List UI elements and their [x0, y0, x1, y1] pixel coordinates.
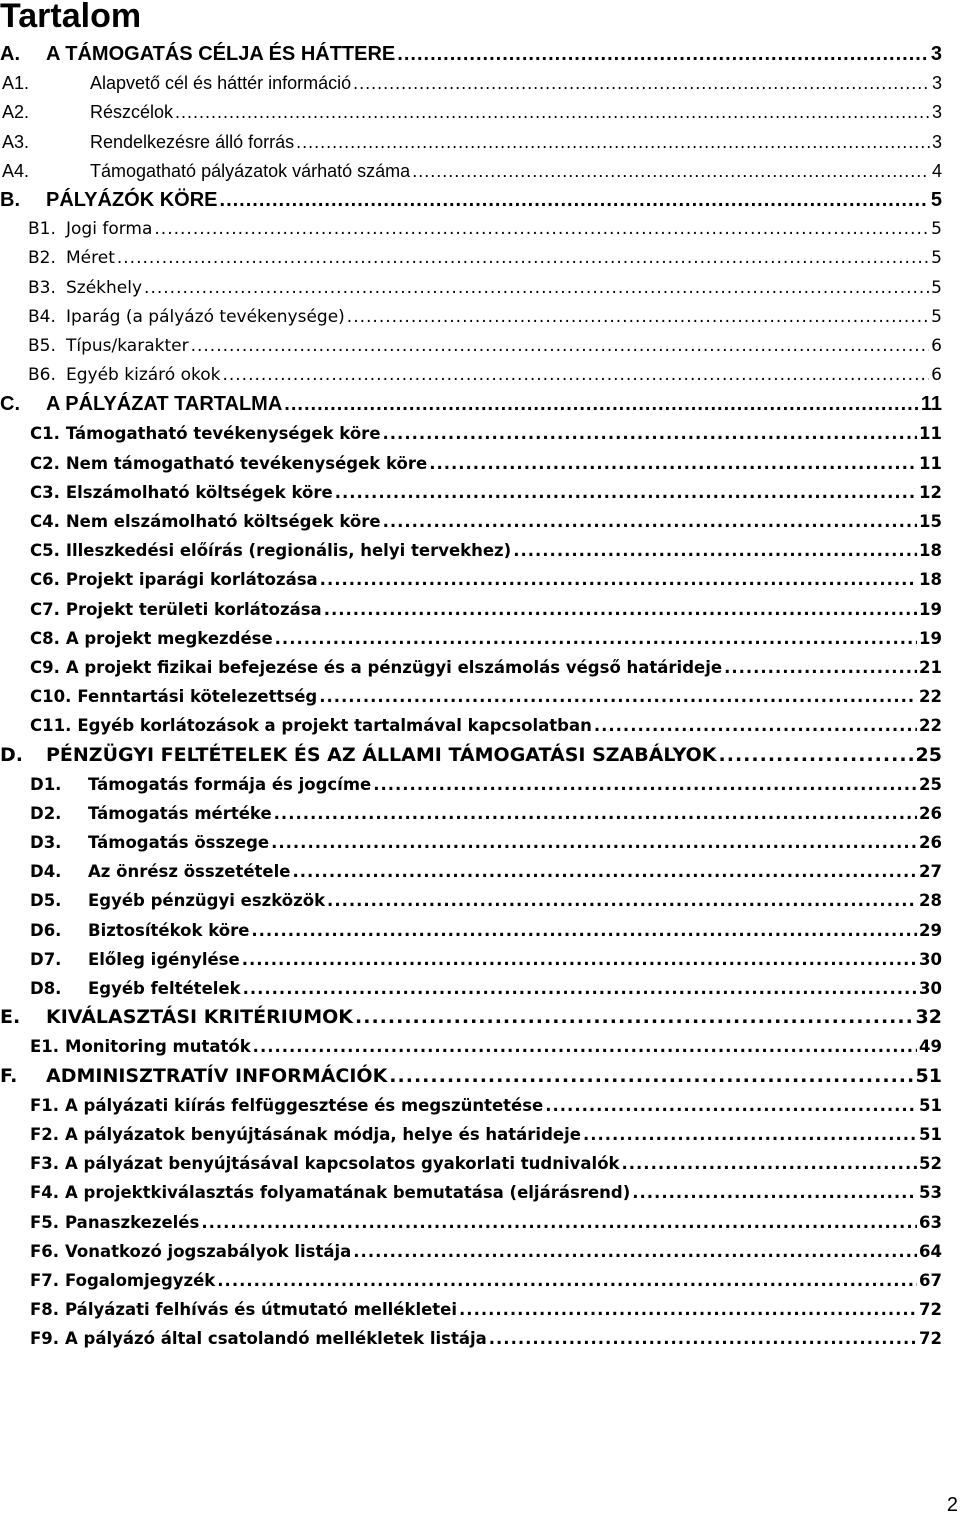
- toc-leader-dots: [412, 162, 930, 180]
- toc-title: A pályázatok benyújtásának módja, helye és határideje: [65, 1124, 581, 1144]
- toc-title: Panaszkezelés: [65, 1212, 200, 1232]
- toc-code: D2.: [30, 803, 62, 823]
- toc-page-number: 22: [919, 716, 942, 736]
- toc-code: C9.: [30, 657, 60, 677]
- toc-entry-c5[interactable]: [0, 536, 942, 565]
- toc-title: Egyéb korlátozások a projekt tartalmával kapcsolatban: [77, 716, 592, 736]
- toc-entry-d8[interactable]: [0, 974, 942, 1003]
- toc-leader-dots: [324, 602, 917, 619]
- toc-leader-dots: [383, 514, 917, 531]
- toc-entry-c8[interactable]: [0, 624, 942, 653]
- toc-title: A pályázati kiírás felfüggesztése és megszüntetése: [65, 1095, 544, 1115]
- toc-page-number: 21: [919, 657, 942, 677]
- toc-leader-dots: [319, 689, 917, 706]
- toc-title: Nem elszámolható költségek köre: [65, 512, 381, 531]
- toc-leader-dots: [459, 1302, 917, 1319]
- toc-page-number: 19: [919, 599, 942, 619]
- toc-page-number: 12: [919, 482, 942, 502]
- toc-page-number: 52: [919, 1154, 942, 1174]
- toc-title: Támogatható pályázatok várható száma: [90, 160, 411, 181]
- toc-entry-c9[interactable]: [0, 653, 942, 682]
- toc-page-number: 30: [919, 979, 942, 998]
- toc-page-number: 72: [919, 1329, 942, 1349]
- toc-code: B.: [0, 188, 20, 211]
- toc-entry-b2[interactable]: [0, 244, 942, 273]
- toc-title: PÉNZÜGYI FELTÉTELEK ÉS AZ ÁLLAMI TÁMOGATÁSI SZABÁLYOK: [46, 743, 717, 766]
- toc-leader-dots: [389, 1067, 913, 1086]
- toc-leader-dots: [284, 394, 919, 414]
- toc-entry-f4[interactable]: [0, 1178, 942, 1207]
- toc-title: Egyéb kizáró okok: [66, 365, 221, 386]
- page-title: Tartalom: [0, 0, 142, 35]
- toc-code: E1.: [30, 1037, 60, 1057]
- toc-entry-c1[interactable]: [0, 419, 942, 448]
- toc-title: Székhely: [66, 277, 143, 298]
- toc-code: F3.: [30, 1154, 60, 1174]
- toc-code: C7.: [30, 599, 60, 619]
- toc-entry-a3[interactable]: [0, 128, 942, 157]
- toc-page-number: 11: [919, 424, 942, 444]
- toc-leader-dots: [355, 1008, 914, 1027]
- toc-title: A projektkiválasztás folyamatának bemutatása (eljárásrend): [65, 1183, 631, 1203]
- toc-title: Jogi forma: [66, 219, 153, 240]
- toc-leader-dots: [429, 456, 917, 473]
- toc-title: Fenntartási kötelezettség: [77, 687, 318, 707]
- toc-title: Fogalomjegyzék: [65, 1270, 216, 1290]
- toc-entry-d5[interactable]: [0, 886, 942, 915]
- toc-code: C4.: [30, 512, 60, 531]
- toc-code: C8.: [30, 628, 60, 648]
- toc-entry-a4[interactable]: [0, 157, 942, 186]
- toc-code: B4.: [28, 306, 56, 327]
- toc-leader-dots: [144, 280, 929, 297]
- toc-code: D7.: [30, 949, 62, 969]
- toc-leader-dots: [327, 893, 917, 910]
- toc-title: Rendelkezésre álló forrás: [90, 131, 295, 152]
- toc-page-number: 67: [919, 1270, 942, 1290]
- toc-page-number: 5: [931, 306, 942, 327]
- toc-entry-d3[interactable]: [0, 828, 942, 857]
- toc-leader-dots: [296, 133, 930, 151]
- toc-leader-dots: [220, 190, 929, 210]
- toc-leader-dots: [175, 103, 930, 121]
- toc-entry-f3[interactable]: [0, 1149, 942, 1178]
- toc-entry-d7[interactable]: [0, 945, 942, 974]
- toc-page-number: 19: [919, 628, 942, 648]
- toc-page-number: 5: [930, 188, 942, 211]
- toc-entry-d4[interactable]: [0, 857, 942, 886]
- toc-title: Támogatás mértéke: [88, 803, 272, 823]
- toc-leader-dots: [292, 864, 917, 881]
- toc-leader-dots: [251, 923, 917, 940]
- toc-title: Projekt területi korlátozása: [65, 599, 322, 619]
- toc-title: A pályázat benyújtásával kapcsolatos gyakorlati tudnivalók: [65, 1154, 620, 1174]
- toc-page-number: 4: [931, 160, 942, 181]
- toc-page-number: 28: [919, 891, 942, 911]
- toc-entry-c[interactable]: [0, 390, 942, 419]
- toc-title: Előleg igénylése: [88, 949, 240, 969]
- page-number: 2: [946, 1494, 958, 1516]
- toc-code: F2.: [30, 1124, 60, 1144]
- toc-leader-dots: [335, 485, 917, 502]
- toc-title: Biztosítékok köre: [88, 920, 250, 940]
- toc-code: D6.: [30, 920, 62, 940]
- toc-title: Egyéb pénzügyi eszközök: [88, 891, 326, 911]
- toc-entry-b[interactable]: [0, 186, 942, 215]
- toc-entry-f5[interactable]: [0, 1208, 942, 1237]
- toc-leader-dots: [545, 1098, 917, 1115]
- toc-entry-c10[interactable]: [0, 682, 942, 711]
- toc-entry-b6[interactable]: [0, 361, 942, 390]
- toc-leader-dots: [724, 660, 917, 677]
- toc-leader-dots: [383, 426, 918, 443]
- toc-title: A TÁMOGATÁS CÉLJA ÉS HÁTTERE: [46, 43, 396, 65]
- toc-leader-dots: [513, 543, 917, 560]
- toc-title: Pályázati felhívás és útmutató mellékletei: [65, 1300, 458, 1320]
- toc-leader-dots: [242, 952, 917, 969]
- toc-leader-dots: [347, 309, 929, 326]
- toc-leader-dots: [243, 981, 917, 998]
- toc-entry-f7[interactable]: [0, 1266, 942, 1295]
- toc-title: A projekt megkezdése: [65, 628, 273, 648]
- toc-leader-dots: [632, 1185, 917, 1202]
- toc-leader-dots: [253, 1039, 917, 1056]
- toc-page-number: 51: [915, 1064, 942, 1087]
- toc-title: Támogatás formája és jogcíme: [88, 774, 372, 794]
- toc-entry-d6[interactable]: [0, 916, 942, 945]
- toc-page-number: 51: [919, 1095, 942, 1115]
- toc-entry-f2[interactable]: [0, 1120, 942, 1149]
- toc-code: D1.: [30, 774, 62, 794]
- toc-page-number: 72: [919, 1300, 942, 1320]
- toc-entry-c7[interactable]: [0, 595, 942, 624]
- toc-page-number: 26: [919, 803, 942, 823]
- toc-title: Az önrész összetétele: [88, 862, 291, 882]
- toc-title: Projekt iparági korlátozása: [65, 570, 318, 590]
- toc-entry-d[interactable]: [0, 741, 942, 770]
- toc-title: Alapvető cél és háttér információ: [90, 73, 352, 94]
- toc-entry-b5[interactable]: [0, 332, 942, 361]
- toc-entry-e1[interactable]: [0, 1032, 942, 1061]
- toc-entry-b1[interactable]: [0, 215, 942, 244]
- toc-code: B6.: [28, 365, 56, 386]
- toc-page-number: 3: [930, 43, 942, 65]
- toc-title: Méret: [66, 248, 115, 269]
- toc-code: A3.: [2, 131, 30, 152]
- toc-entry-b4[interactable]: [0, 303, 942, 332]
- toc-code: C1.: [30, 424, 60, 444]
- toc-page-number: 3: [931, 131, 942, 152]
- toc-title: Nem támogatható tevékenységek köre: [65, 453, 428, 473]
- toc-title: A PÁLYÁZAT TARTALMA: [46, 393, 283, 416]
- toc-code: D.: [0, 743, 23, 766]
- toc-leader-dots: [622, 1156, 918, 1173]
- toc-title: Részcélok: [90, 102, 174, 123]
- toc-leader-dots: [353, 1244, 917, 1261]
- toc-page-number: 32: [915, 1006, 942, 1029]
- toc-leader-dots: [201, 1215, 917, 1232]
- toc-code: F1.: [30, 1095, 60, 1115]
- toc-code: F9.: [30, 1329, 60, 1349]
- toc-code: B1.: [28, 219, 56, 240]
- toc-leader-dots: [719, 746, 914, 765]
- toc-leader-dots: [274, 806, 917, 823]
- toc-entry-c4[interactable]: [0, 507, 942, 536]
- toc-page-number: 6: [931, 365, 942, 386]
- toc-code: C5.: [30, 541, 60, 561]
- toc-entry-c6[interactable]: [0, 565, 942, 594]
- toc-leader-dots: [191, 338, 930, 355]
- toc-page-number: 26: [919, 833, 942, 853]
- toc-title: KIVÁLASZTÁSI KRITÉRIUMOK: [46, 1006, 354, 1029]
- toc-code: F7.: [30, 1270, 60, 1290]
- toc-code: D8.: [30, 979, 62, 998]
- toc-code: F4.: [30, 1183, 60, 1203]
- toc-entry-d2[interactable]: [0, 799, 942, 828]
- toc-title: Támogatás összege: [88, 833, 270, 853]
- toc-code: F.: [0, 1064, 18, 1087]
- toc-leader-dots: [271, 835, 917, 852]
- toc-title: A projekt fizikai befejezése és a pénzügyi elszámolás végső határideje: [65, 657, 723, 677]
- toc-page-number: 11: [919, 453, 942, 473]
- toc-title: Támogatható tevékenységek köre: [65, 424, 381, 444]
- toc-entry-a2[interactable]: [0, 98, 942, 127]
- toc-page-number: 25: [919, 774, 942, 794]
- toc-page-number: 22: [919, 687, 942, 707]
- toc-page-number: 18: [919, 541, 942, 561]
- toc-page-number: 51: [919, 1124, 942, 1144]
- toc-leader-dots: [154, 221, 929, 238]
- toc-page-number: 64: [919, 1241, 942, 1261]
- toc-entry-f9[interactable]: [0, 1324, 942, 1353]
- toc-leader-dots: [117, 250, 929, 267]
- toc-code: B2.: [28, 248, 56, 269]
- toc-page-number: 18: [919, 570, 942, 590]
- toc-code: C3.: [30, 482, 60, 502]
- toc-code: F8.: [30, 1300, 60, 1320]
- toc-page-number: 5: [931, 219, 942, 240]
- toc-code: C6.: [30, 570, 60, 590]
- toc-page-number: 5: [931, 248, 942, 269]
- toc-title: Vonatkozó jogszabályok listája: [65, 1241, 352, 1261]
- toc-title: Iparág (a pályázó tevékenysége): [66, 306, 345, 327]
- toc-entry-c11[interactable]: [0, 711, 942, 740]
- toc-code: C.: [0, 393, 20, 416]
- toc-entry-f8[interactable]: [0, 1295, 942, 1324]
- toc-leader-dots: [222, 367, 929, 384]
- toc-code: C11.: [30, 716, 72, 736]
- toc-entry-d1[interactable]: [0, 770, 942, 799]
- toc-page-number: 30: [919, 949, 942, 969]
- toc-code: A2.: [2, 102, 30, 123]
- toc-entry-f6[interactable]: [0, 1237, 942, 1266]
- toc-leader-dots: [489, 1331, 917, 1348]
- toc-code: A.: [0, 43, 20, 65]
- toc-code: B5.: [28, 335, 56, 356]
- table-of-contents: [0, 40, 942, 1353]
- toc-code: C10.: [30, 687, 72, 707]
- toc-title: Monitoring mutatók: [65, 1037, 251, 1057]
- toc-entry-f1[interactable]: [0, 1091, 942, 1120]
- toc-leader-dots: [583, 1127, 917, 1144]
- toc-leader-dots: [320, 572, 917, 589]
- toc-entry-b3[interactable]: [0, 274, 942, 303]
- toc-title: PÁLYÁZÓK KÖRE: [46, 188, 218, 211]
- toc-leader-dots: [275, 631, 917, 648]
- toc-code: F6.: [30, 1241, 60, 1261]
- toc-page-number: 11: [920, 393, 942, 416]
- toc-page-number: 27: [919, 862, 942, 882]
- toc-code: A4.: [2, 160, 30, 181]
- toc-page-number: 5: [931, 277, 942, 298]
- toc-title: Elszámolható költségek köre: [65, 482, 333, 502]
- toc-leader-dots: [373, 777, 917, 794]
- toc-leader-dots: [217, 1273, 917, 1290]
- toc-title: Típus/karakter: [66, 335, 189, 356]
- toc-code: F5.: [30, 1212, 60, 1232]
- toc-title: Illeszkedési előírás (regionális, helyi tervekhez): [65, 541, 512, 561]
- toc-page-number: 15: [919, 512, 942, 531]
- toc-title: A pályázó által csatolandó mellékletek listája: [65, 1329, 487, 1349]
- toc-leader-dots: [353, 74, 930, 92]
- toc-code: C2.: [30, 453, 60, 473]
- toc-page-number: 25: [915, 743, 942, 766]
- toc-entry-f[interactable]: [0, 1062, 942, 1091]
- toc-page-number: 3: [931, 102, 942, 123]
- toc-code: D4.: [30, 862, 62, 882]
- toc-entry-c2[interactable]: [0, 449, 942, 478]
- toc-code: E.: [0, 1006, 21, 1029]
- toc-page-number: 53: [919, 1183, 942, 1203]
- toc-page-number: 49: [919, 1037, 942, 1057]
- toc-leader-dots: [594, 718, 917, 735]
- toc-code: D5.: [30, 891, 62, 911]
- toc-page-number: 29: [919, 920, 942, 940]
- toc-page-number: 6: [931, 335, 942, 356]
- toc-leader-dots: [397, 44, 929, 64]
- toc-entry-a1[interactable]: [0, 69, 942, 98]
- toc-code: D3.: [30, 833, 62, 853]
- toc-page-number: 63: [919, 1212, 942, 1232]
- toc-entry-e[interactable]: [0, 1003, 942, 1032]
- toc-entry-c3[interactable]: [0, 478, 942, 507]
- toc-entry-a[interactable]: [0, 40, 942, 69]
- toc-title: ADMINISZTRATÍV INFORMÁCIÓK: [46, 1064, 388, 1087]
- toc-code: B3.: [28, 277, 56, 298]
- toc-page-number: 3: [931, 73, 942, 94]
- toc-code: A1.: [2, 73, 30, 94]
- toc-title: Egyéb feltételek: [88, 979, 241, 998]
